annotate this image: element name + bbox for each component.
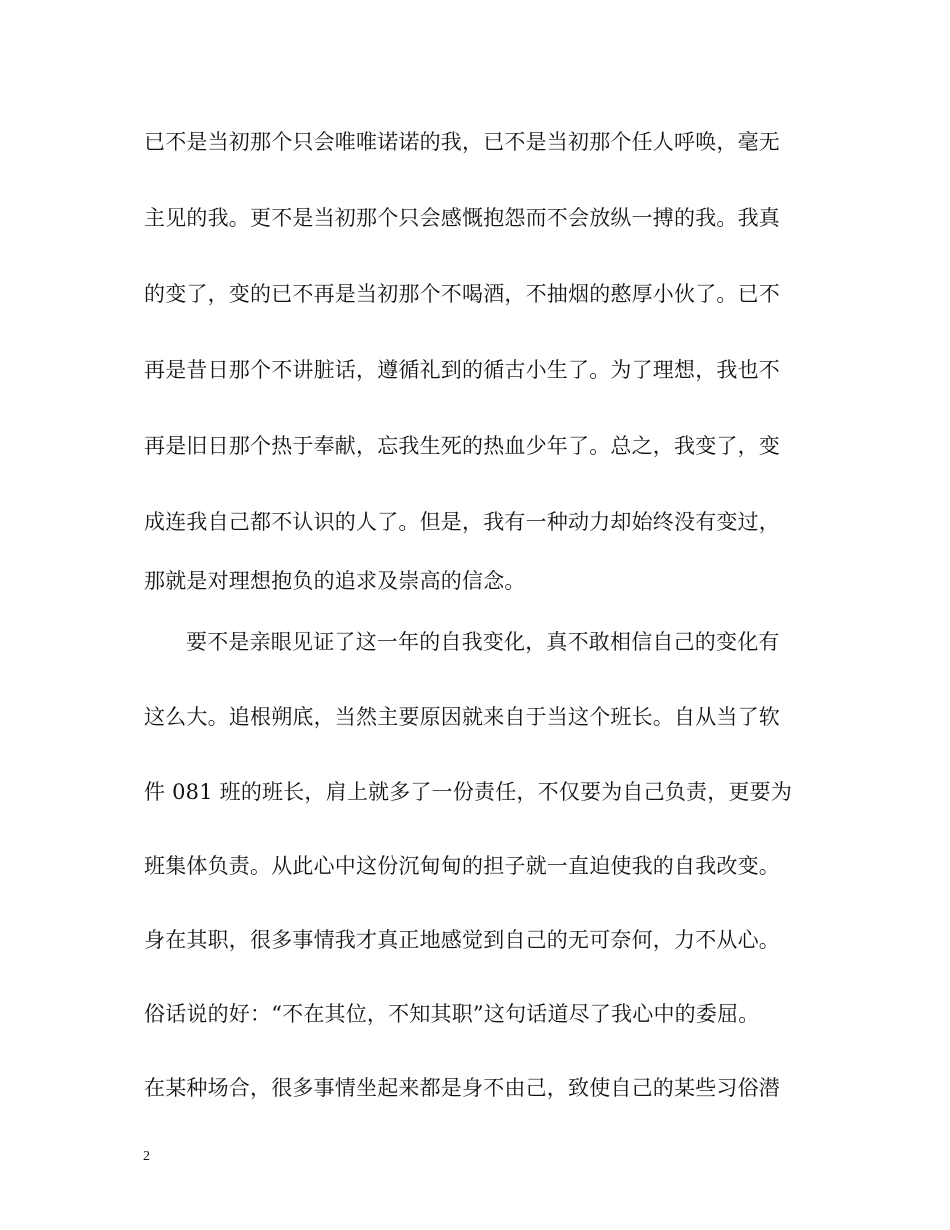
text-line: 件 081 班的班长，肩上就多了一份责任，不仅要为自己负责，更要为 <box>144 780 793 804</box>
text-line: 主见的我。更不是当初那个只会感慨抱怨而不会放纵一搏的我。我真 <box>144 206 780 230</box>
text-line: 俗话说的好：“不在其位，不知其职”这句话道尽了我心中的委屈。 <box>144 1002 760 1026</box>
text-line: 那就是对理想抱负的追求及崇高的信念。 <box>144 569 526 593</box>
text-line: 身在其职，很多事情我才真正地感觉到自己的无可奈何，力不从心。 <box>144 928 780 952</box>
text-line: 再是旧日那个热于奉献，忘我生死的热血少年了。总之，我变了，变 <box>144 434 780 458</box>
text-line: 班集体负责。从此心中这份沉甸甸的担子就一直迫使我的自我改变。 <box>144 854 780 878</box>
text-line: 这么大。追根朔底，当然主要原因就来自于当这个班长。自从当了软 <box>144 705 780 729</box>
text-line: 成连我自己都不认识的人了。但是，我有一种动力却始终没有变过， <box>144 510 780 534</box>
page-number: 2 <box>143 1149 150 1164</box>
paragraph-first-line: 要不是亲眼见证了这一年的自我变化，真不敢相信自己的变化有 <box>186 630 780 654</box>
text-line: 已不是当初那个只会唯唯诺诺的我，已不是当初那个任人呼唤，毫无 <box>144 130 780 154</box>
text-line: 的变了，变的已不再是当初那个不喝酒，不抽烟的憨厚小伙了。已不 <box>144 282 780 306</box>
text-line: 在某种场合，很多事情坐起来都是身不由己，致使自己的某些习俗潜 <box>144 1076 780 1100</box>
text-line: 再是昔日那个不讲脏话，遵循礼到的循古小生了。为了理想，我也不 <box>144 358 780 382</box>
